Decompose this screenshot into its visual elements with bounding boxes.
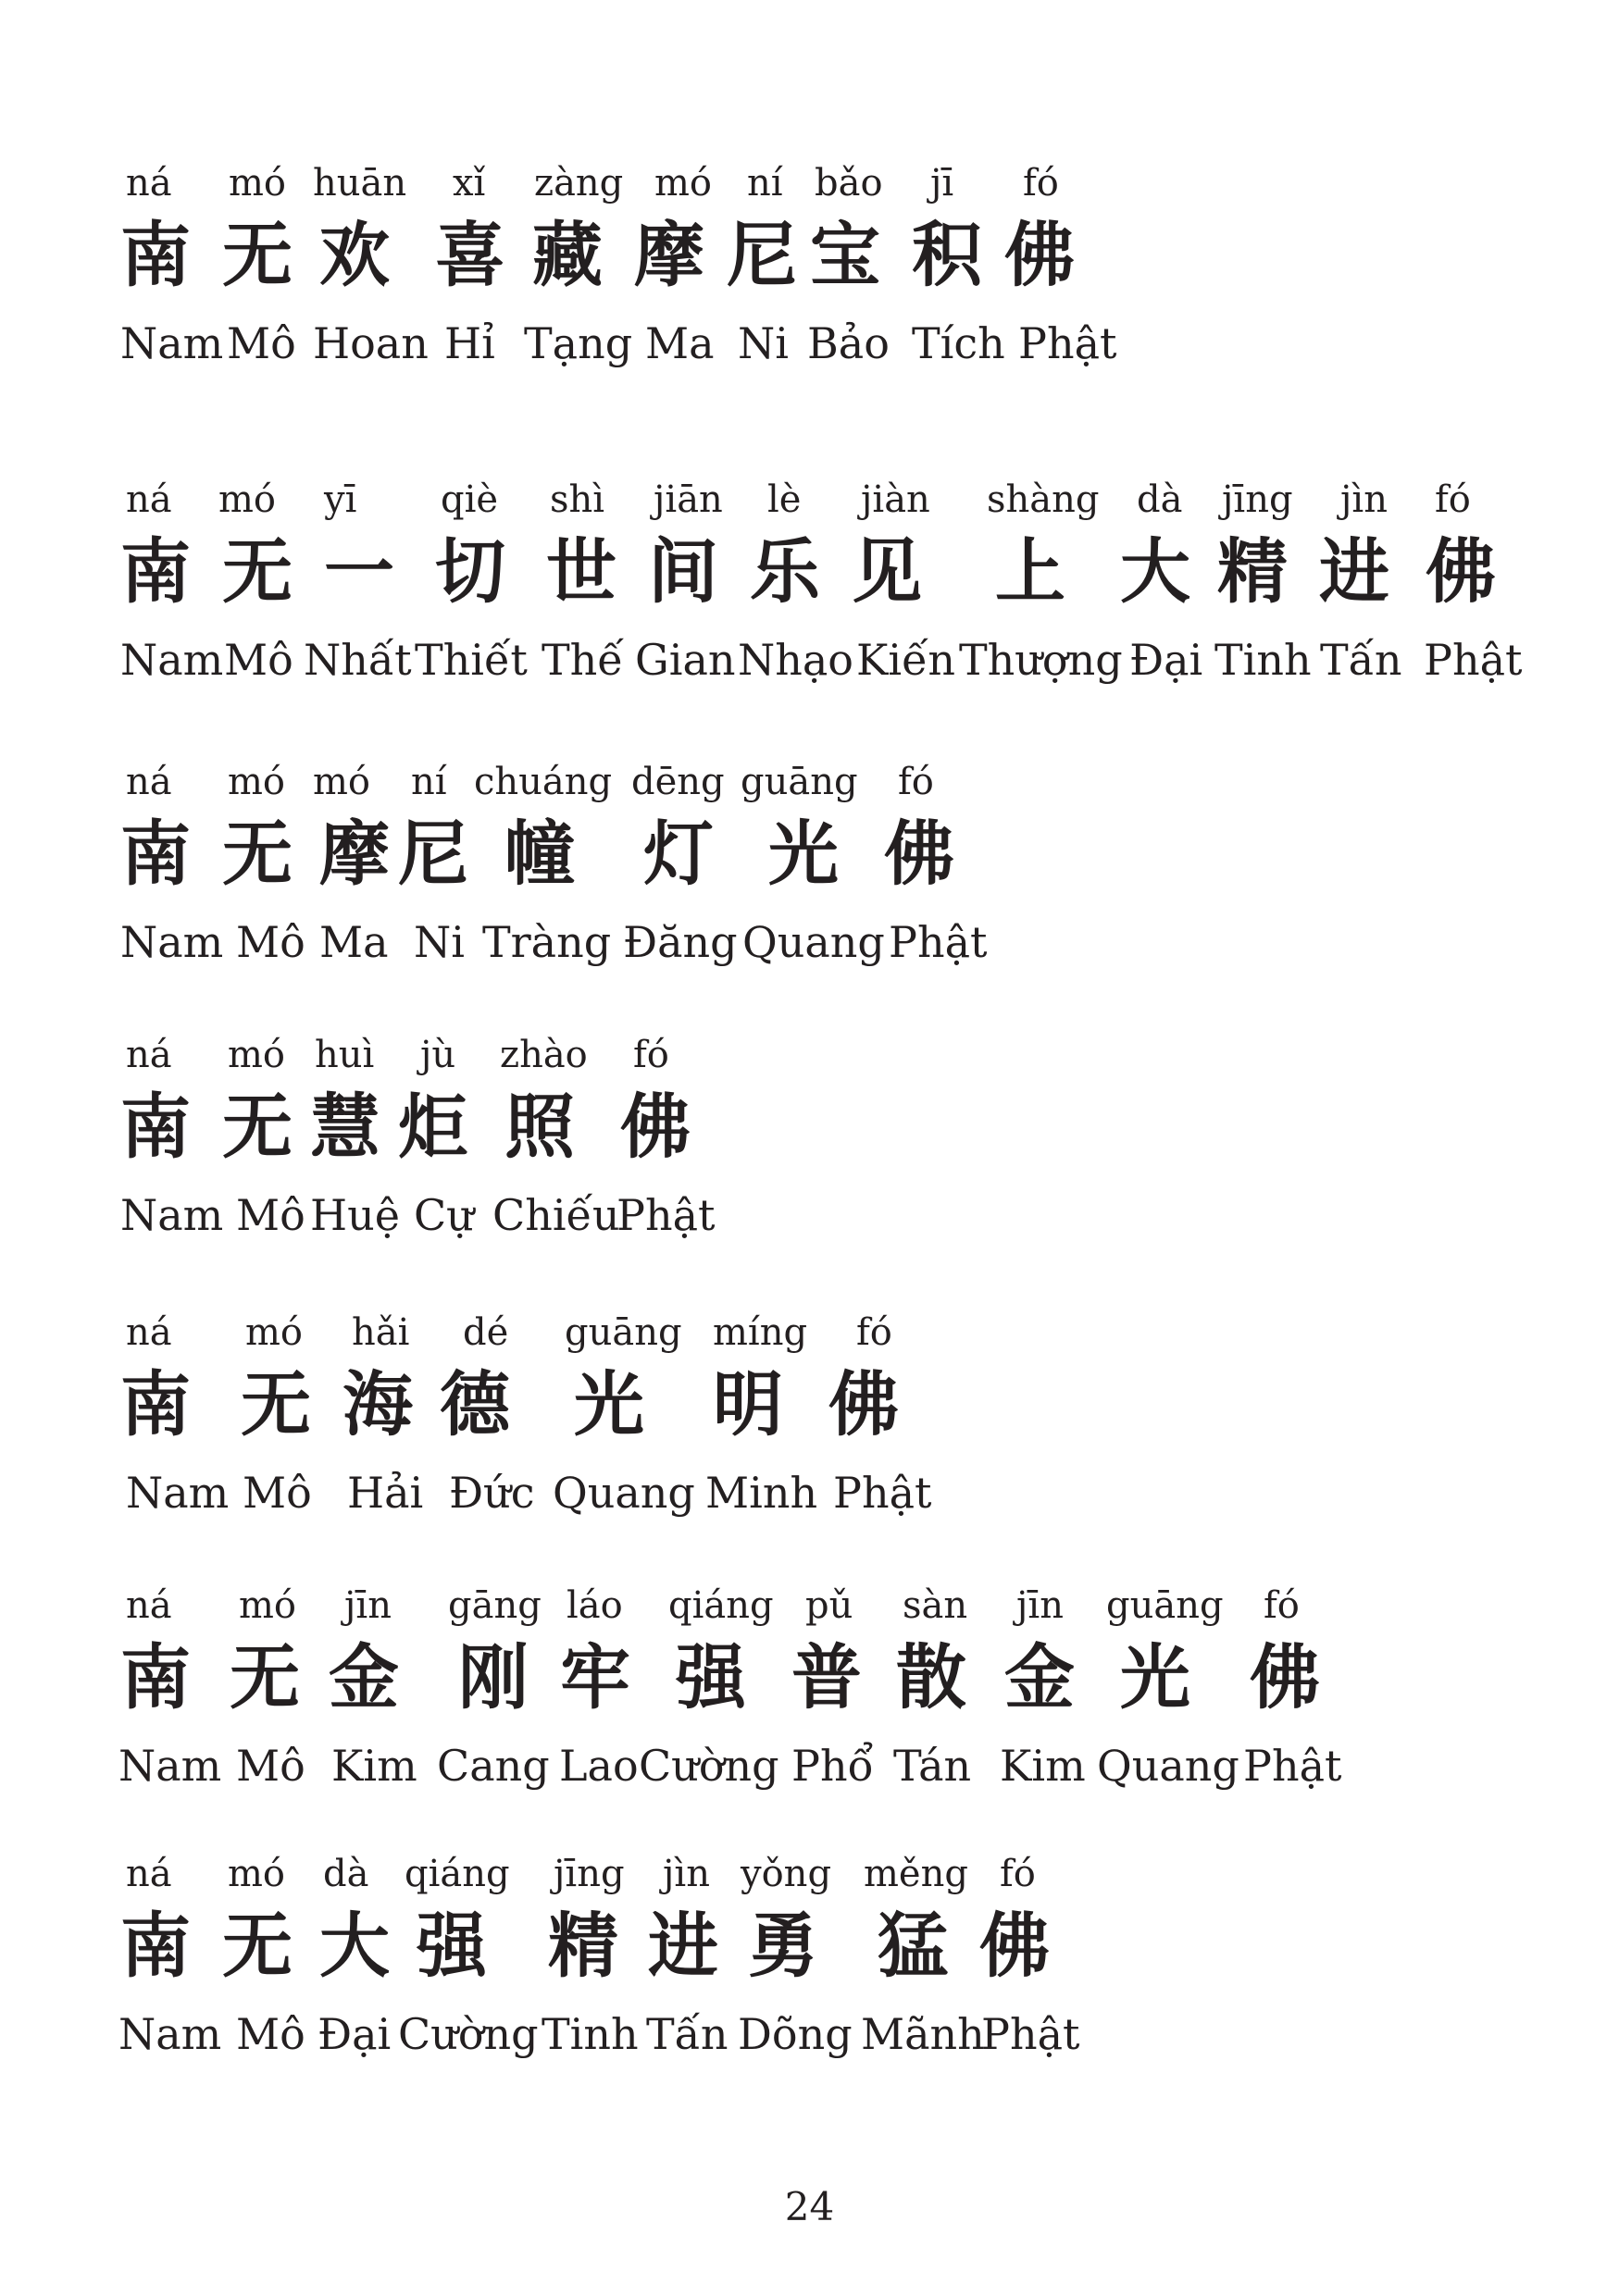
- pinyin-syllable: ná: [126, 1311, 172, 1354]
- vietnamese-word: Đức: [449, 1468, 535, 1518]
- pinyin-syllable: láo: [567, 1584, 623, 1627]
- vietnamese-word: Phật: [1424, 635, 1523, 685]
- hanzi-character: 积: [912, 214, 982, 296]
- hanzi-character: 尼: [398, 813, 468, 895]
- hanzi-row: [0, 1081, 1619, 1173]
- hanzi-character: 强: [417, 1905, 487, 1987]
- pinyin-syllable: jiàn: [861, 478, 930, 521]
- vietnamese-word: Lao: [559, 1741, 639, 1791]
- pinyin-syllable: lè: [767, 478, 802, 521]
- hanzi-character: 大: [319, 1905, 390, 1987]
- hanzi-character: 摩: [319, 813, 390, 895]
- hanzi-character: 南: [120, 1086, 191, 1168]
- verse-2: [0, 472, 1619, 713]
- vietnamese-word: Hoan: [313, 318, 429, 368]
- verse-6: [0, 1578, 1619, 1818]
- hanzi-character: 进: [648, 1905, 718, 1987]
- pinyin-syllable: ní: [411, 761, 447, 803]
- vietnamese-word: Phật: [616, 1190, 716, 1240]
- hanzi-character: 海: [342, 1363, 413, 1446]
- pinyin-syllable: fó: [856, 1311, 892, 1354]
- vietnamese-word: Phật: [981, 2009, 1080, 2059]
- pinyin-syllable: gāng: [448, 1584, 542, 1627]
- hanzi-row: [0, 1359, 1619, 1451]
- pinyin-syllable: míng: [713, 1311, 808, 1354]
- hanzi-row: [0, 1900, 1619, 1992]
- hanzi-character: 精: [548, 1905, 618, 1987]
- pinyin-syllable: mó: [654, 162, 713, 205]
- vietnamese-word: Mô: [236, 1741, 305, 1791]
- pinyin-row: [0, 1846, 1619, 1902]
- vietnamese-word: Nam: [120, 635, 224, 685]
- hanzi-character: 一: [324, 530, 394, 613]
- vietnamese-word: Mô: [227, 318, 296, 368]
- vietnamese-word: Đăng: [623, 917, 738, 967]
- vietnamese-row: [0, 910, 1619, 974]
- hanzi-character: 佛: [828, 1363, 899, 1446]
- hanzi-character: 德: [440, 1363, 510, 1446]
- pinyin-syllable: xǐ: [453, 162, 486, 205]
- hanzi-character: 无: [222, 214, 293, 296]
- vietnamese-word: Gian: [635, 635, 736, 685]
- pinyin-row: [0, 1305, 1619, 1360]
- hanzi-character: 金: [1004, 1636, 1075, 1719]
- vietnamese-word: Hải: [347, 1468, 424, 1518]
- hanzi-character: 佛: [620, 1086, 691, 1168]
- vietnamese-word: Bảo: [807, 318, 890, 368]
- pinyin-syllable: shàng: [987, 478, 1100, 521]
- hanzi-character: 无: [241, 1363, 311, 1446]
- hanzi-character: 佛: [1426, 530, 1496, 613]
- vietnamese-row: [0, 1183, 1619, 1247]
- verse-5: [0, 1305, 1619, 1545]
- vietnamese-word: Mãnh: [861, 2009, 985, 2059]
- hanzi-character: 南: [120, 1363, 191, 1446]
- vietnamese-word: Đại: [1129, 635, 1203, 685]
- vietnamese-word: Mô: [236, 917, 305, 967]
- pinyin-syllable: mó: [229, 162, 287, 205]
- vietnamese-word: Quang: [1097, 1741, 1239, 1791]
- pinyin-syllable: jīng: [554, 1853, 625, 1895]
- hanzi-character: 藏: [532, 214, 603, 296]
- verse-7: [0, 1846, 1619, 2087]
- hanzi-character: 间: [648, 530, 718, 613]
- hanzi-character: 无: [222, 530, 293, 613]
- vietnamese-word: Hỉ: [444, 318, 495, 368]
- pinyin-syllable: ná: [126, 478, 172, 521]
- hanzi-character: 南: [120, 1905, 191, 1987]
- hanzi-character: 无: [222, 1905, 293, 1987]
- pinyin-syllable: mó: [245, 1311, 304, 1354]
- pinyin-syllable: zhào: [500, 1034, 588, 1076]
- pinyin-syllable: mó: [239, 1584, 297, 1627]
- pinyin-syllable: qiáng: [405, 1853, 510, 1895]
- pinyin-syllable: qiè: [441, 478, 499, 521]
- pinyin-syllable: jìn: [663, 1853, 710, 1895]
- vietnamese-word: Nam: [120, 318, 224, 368]
- hanzi-character: 上: [995, 530, 1065, 613]
- vietnamese-word: Ma: [319, 917, 389, 967]
- pinyin-syllable: fó: [1023, 162, 1059, 205]
- hanzi-character: 大: [1120, 530, 1190, 613]
- hanzi-character: 切: [435, 530, 505, 613]
- pinyin-row: [0, 754, 1619, 810]
- hanzi-character: 尼: [727, 214, 797, 296]
- pinyin-syllable: chuáng: [474, 761, 613, 803]
- vietnamese-word: Cường: [398, 2009, 539, 2059]
- pinyin-syllable: mó: [313, 761, 371, 803]
- hanzi-character: 欢: [319, 214, 390, 296]
- vietnamese-word: Ma: [645, 318, 715, 368]
- hanzi-character: 光: [1120, 1636, 1190, 1719]
- pinyin-syllable: fó: [1264, 1584, 1300, 1627]
- hanzi-character: 喜: [435, 214, 505, 296]
- pinyin-syllable: jīn: [344, 1584, 392, 1627]
- pinyin-syllable: qiáng: [668, 1584, 774, 1627]
- vietnamese-word: Phật: [889, 917, 988, 967]
- vietnamese-word: Mô: [236, 2009, 305, 2059]
- verse-4: [0, 1027, 1619, 1268]
- vietnamese-word: Dõng: [738, 2009, 853, 2059]
- vietnamese-word: Chiếu: [492, 1190, 620, 1240]
- pinyin-syllable: guāng: [1106, 1584, 1224, 1627]
- hanzi-character: 无: [222, 1086, 293, 1168]
- pinyin-row: [0, 1027, 1619, 1083]
- pinyin-syllable: huì: [315, 1034, 375, 1076]
- vietnamese-word: Thế: [542, 635, 624, 685]
- hanzi-character: 佛: [884, 813, 954, 895]
- vietnamese-word: Kim: [1000, 1741, 1086, 1791]
- pinyin-syllable: jìn: [1340, 478, 1388, 521]
- pinyin-syllable: dà: [323, 1853, 369, 1895]
- pinyin-syllable: fó: [898, 761, 934, 803]
- hanzi-row: [0, 808, 1619, 900]
- pinyin-syllable: mó: [228, 1853, 286, 1895]
- pinyin-syllable: ná: [126, 1853, 172, 1895]
- pinyin-syllable: yǒng: [741, 1853, 832, 1895]
- pinyin-syllable: guāng: [741, 761, 858, 803]
- pinyin-syllable: ná: [126, 1034, 172, 1076]
- vietnamese-word: Nhất: [304, 635, 412, 685]
- vietnamese-word: Nam: [118, 1741, 222, 1791]
- vietnamese-word: Thượng: [959, 635, 1123, 685]
- hanzi-character: 南: [120, 813, 191, 895]
- hanzi-character: 佛: [1004, 214, 1075, 296]
- vietnamese-row: [0, 2002, 1619, 2066]
- vietnamese-word: Nam: [126, 1468, 230, 1518]
- pinyin-syllable: mó: [228, 761, 286, 803]
- hanzi-character: 进: [1319, 530, 1389, 613]
- vietnamese-word: Minh: [705, 1468, 818, 1518]
- vietnamese-word: Tán: [893, 1741, 972, 1791]
- vietnamese-word: Nhạo: [738, 635, 853, 685]
- hanzi-character: 宝: [810, 214, 880, 296]
- vietnamese-word: Ni: [738, 318, 789, 368]
- hanzi-character: 南: [120, 214, 191, 296]
- vietnamese-word: Tạng: [524, 318, 633, 368]
- pinyin-syllable: zàng: [534, 162, 624, 205]
- hanzi-character: 无: [222, 813, 293, 895]
- vietnamese-word: Mô: [236, 1190, 305, 1240]
- pinyin-syllable: měng: [864, 1853, 968, 1895]
- vietnamese-word: Tràng: [482, 917, 612, 967]
- vietnamese-word: Nam: [120, 1190, 224, 1240]
- hanzi-character: 刚: [458, 1636, 529, 1719]
- pinyin-syllable: guāng: [565, 1311, 682, 1354]
- vietnamese-word: Tinh: [1214, 635, 1312, 685]
- hanzi-character: 照: [504, 1086, 575, 1168]
- hanzi-character: 明: [713, 1363, 783, 1446]
- hanzi-character: 灯: [643, 813, 714, 895]
- pinyin-syllable: pǔ: [805, 1584, 853, 1627]
- pinyin-syllable: hǎi: [352, 1311, 410, 1354]
- vietnamese-word: Phật: [1018, 318, 1117, 368]
- hanzi-character: 精: [1217, 530, 1288, 613]
- hanzi-row: [0, 1632, 1619, 1724]
- vietnamese-word: Nam: [120, 917, 224, 967]
- pinyin-syllable: huān: [313, 162, 407, 205]
- hanzi-row: [0, 209, 1619, 302]
- pinyin-syllable: bǎo: [815, 162, 883, 205]
- pinyin-row: [0, 155, 1619, 211]
- vietnamese-word: Tấn: [646, 2009, 729, 2059]
- hanzi-character: 佛: [979, 1905, 1050, 1987]
- hanzi-character: 南: [120, 1636, 191, 1719]
- vietnamese-word: Ni: [414, 917, 465, 967]
- hanzi-character: 强: [676, 1636, 746, 1719]
- pinyin-syllable: ná: [126, 162, 172, 205]
- hanzi-character: 散: [896, 1636, 966, 1719]
- vietnamese-word: Thiết: [415, 635, 528, 685]
- hanzi-character: 幢: [504, 813, 575, 895]
- vietnamese-word: Tấn: [1320, 635, 1402, 685]
- vietnamese-word: Tích: [912, 318, 1005, 368]
- verse-3: [0, 754, 1619, 995]
- verse-1: [0, 155, 1619, 396]
- pinyin-syllable: sàn: [903, 1584, 968, 1627]
- hanzi-character: 乐: [750, 530, 820, 613]
- pinyin-row: [0, 472, 1619, 527]
- pinyin-syllable: shì: [550, 478, 605, 521]
- pinyin-syllable: yī: [324, 478, 357, 521]
- vietnamese-word: Tinh: [542, 2009, 639, 2059]
- page-number: 24: [784, 2184, 835, 2229]
- vietnamese-word: Phổ: [791, 1741, 874, 1791]
- vietnamese-word: Mô: [224, 635, 293, 685]
- vietnamese-row: [0, 1733, 1619, 1798]
- pinyin-syllable: dé: [463, 1311, 509, 1354]
- vietnamese-word: Phật: [1243, 1741, 1342, 1791]
- vietnamese-word: Nam: [118, 2009, 222, 2059]
- pinyin-syllable: ná: [126, 1584, 172, 1627]
- vietnamese-row: [0, 311, 1619, 376]
- pinyin-syllable: dēng: [631, 761, 725, 803]
- vietnamese-word: Cự: [414, 1190, 474, 1240]
- pinyin-syllable: fó: [1000, 1853, 1036, 1895]
- pinyin-syllable: ná: [126, 761, 172, 803]
- pinyin-syllable: dà: [1137, 478, 1183, 521]
- hanzi-character: 南: [120, 530, 191, 613]
- vietnamese-word: Cang: [437, 1741, 550, 1791]
- hanzi-character: 摩: [634, 214, 704, 296]
- pinyin-syllable: jù: [420, 1034, 456, 1076]
- hanzi-character: 光: [768, 813, 839, 895]
- hanzi-character: 无: [230, 1636, 300, 1719]
- hanzi-character: 炬: [398, 1086, 468, 1168]
- vietnamese-word: Mô: [243, 1468, 312, 1518]
- vietnamese-word: Cường: [639, 1741, 779, 1791]
- pinyin-syllable: ní: [747, 162, 783, 205]
- pinyin-syllable: fó: [633, 1034, 669, 1076]
- pinyin-syllable: jiān: [654, 478, 723, 521]
- pinyin-syllable: jīng: [1222, 478, 1293, 521]
- pinyin-syllable: mó: [228, 1034, 286, 1076]
- pinyin-syllable: fó: [1435, 478, 1471, 521]
- hanzi-character: 牢: [560, 1636, 630, 1719]
- hanzi-character: 金: [329, 1636, 399, 1719]
- pinyin-syllable: jīn: [1016, 1584, 1064, 1627]
- hanzi-character: 见: [852, 530, 922, 613]
- vietnamese-row: [0, 1460, 1619, 1525]
- vietnamese-word: Kiến: [856, 635, 956, 685]
- vietnamese-word: Đại: [318, 2009, 392, 2059]
- vietnamese-word: Quang: [742, 917, 885, 967]
- hanzi-character: 世: [546, 530, 616, 613]
- vietnamese-word: Phật: [833, 1468, 932, 1518]
- hanzi-character: 光: [574, 1363, 644, 1446]
- hanzi-character: 佛: [1250, 1636, 1320, 1719]
- vietnamese-word: Kim: [331, 1741, 417, 1791]
- hanzi-row: [0, 526, 1619, 618]
- vietnamese-row: [0, 627, 1619, 692]
- pinyin-syllable: mó: [218, 478, 277, 521]
- hanzi-character: 普: [791, 1636, 862, 1719]
- hanzi-character: 勇: [748, 1905, 818, 1987]
- hanzi-character: 猛: [878, 1905, 948, 1987]
- vietnamese-word: Quang: [553, 1468, 695, 1518]
- vietnamese-word: Huệ: [310, 1190, 400, 1240]
- pinyin-row: [0, 1578, 1619, 1633]
- pinyin-syllable: jī: [930, 162, 954, 205]
- hanzi-character: 慧: [310, 1086, 380, 1168]
